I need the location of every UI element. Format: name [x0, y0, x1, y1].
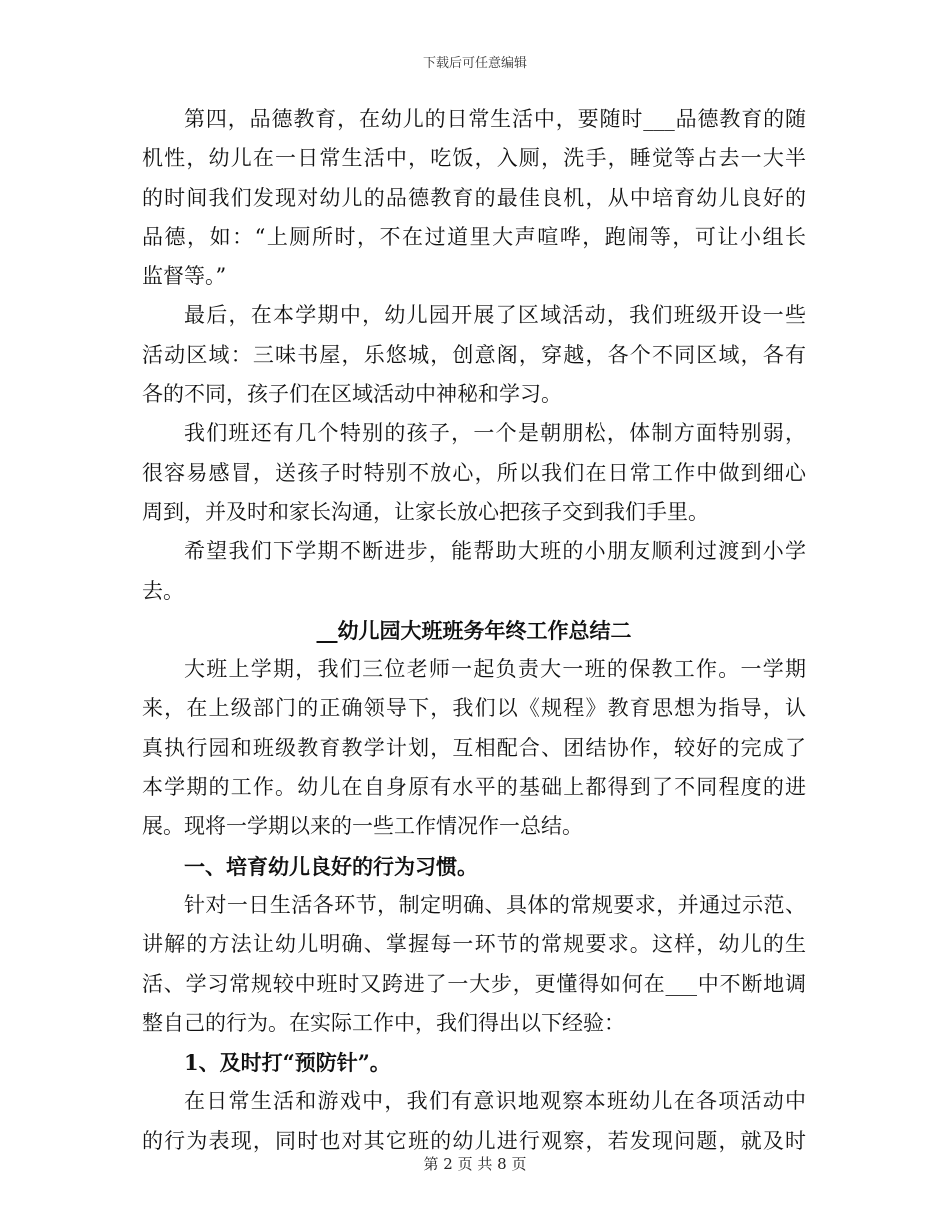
text-line: 活动区域：三味书屋，乐悠城，创意阁，穿越，各个不同区域，各有: [142, 342, 806, 367]
text-line: 讲解的方法让幼儿明确、掌握每一环节的常规要求。这样，幼儿的生: [142, 932, 806, 957]
text-line: 希望我们下学期不断进步，能帮助大班的小朋友顺利过渡到小学: [184, 539, 806, 564]
text-line: 来，在上级部门的正确领导下，我们以《规程》教育思想为指导，认: [142, 696, 806, 721]
text-line: 本学期的工作。幼儿在自身原有水平的基础上都得到了不同程度的进: [142, 775, 806, 800]
text-line: 去。: [142, 578, 184, 603]
text-line: 我们班还有几个特别的孩子，一个是朝朋松，体制方面特别弱，: [184, 421, 806, 446]
text-line: 展。现将一学期以来的一些工作情况作一总结。: [142, 814, 583, 839]
text-line: 机性，幼儿在一日常生活中，吃饭，入厕，洗手，睡觉等占去一大半: [142, 146, 806, 171]
text-line: 最后，在本学期中，幼儿园开展了区域活动，我们班级开设一些: [184, 303, 806, 328]
section-heading: 1、及时打“预防针”。: [184, 1050, 391, 1076]
text-line: 在日常生活和游戏中，我们有意识地观察本班幼儿在各项活动中: [184, 1089, 806, 1114]
text-line: 大班上学期，我们三位老师一起负责大一班的保教工作。一学期: [184, 657, 806, 682]
text-line: 的时间我们发现对幼儿的品德教育的最佳良机，从中培育幼儿良好的: [142, 185, 806, 210]
text-line: 监督等。”: [142, 264, 227, 289]
section-heading: 一、培育幼儿良好的行为习惯。: [184, 853, 478, 879]
header-note: 下载后可任意编辑: [422, 56, 527, 71]
text-line: 整自己的行为。在实际工作中，我们得出以下经验：: [142, 1010, 625, 1035]
text-line: 针对一日生活各环节，制定明确、具体的常规要求，并通过示范、: [184, 892, 806, 917]
section-title: __幼儿园大班班务年终工作总结二: [316, 617, 632, 643]
text-line: 各的不同，孩子们在区域活动中神秘和学习。: [142, 382, 562, 407]
page-number: 第 2 页 共 8 页: [423, 1155, 527, 1173]
text-line: 活、学习常规较中班时又跨进了一大步，更懂得如何在___中不断地调: [142, 971, 806, 996]
text-line: 的行为表现，同时也对其它班的幼儿进行观察，若发现问题，就及时: [142, 1128, 806, 1153]
text-line: 品德，如：“上厕所时，不在过道里大声喧哗，跑闹等，可让小组长: [142, 224, 806, 249]
text-line: 真执行园和班级教育教学计划，互相配合、团结协作，较好的完成了: [142, 735, 806, 760]
text-line: 很容易感冒，送孩子时特别不放心，所以我们在日常工作中做到细心: [142, 460, 806, 485]
text-line: 第四，品德教育，在幼儿的日常生活中，要随时___品德教育的随: [184, 107, 806, 131]
text-line: 周到，并及时和家长沟通，让家长放心把孩子交到我们手里。: [142, 499, 709, 524]
document-body: [142, 100, 806, 1161]
